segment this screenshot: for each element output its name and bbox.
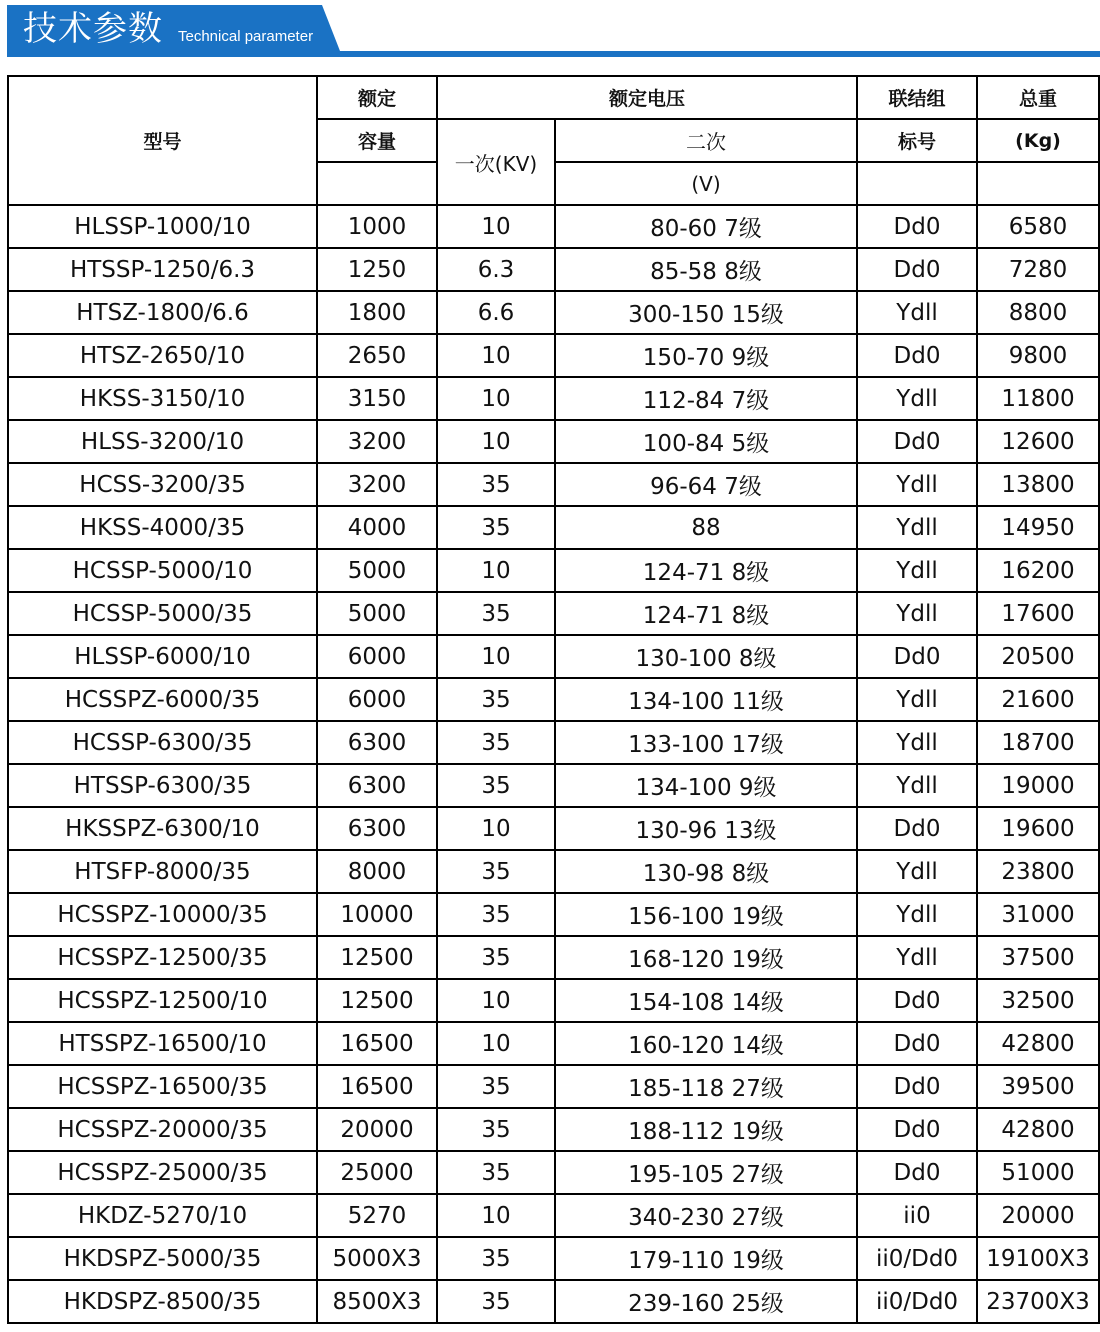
cell-primary-voltage: 10 xyxy=(437,420,555,463)
cell-connection-group: Ydll xyxy=(857,764,977,807)
cell-total-weight: 8800 xyxy=(977,291,1099,334)
cell-model: HTSFP-8000/35 xyxy=(8,850,317,893)
table-row xyxy=(8,850,1099,893)
cell-model: HTSSPZ-16500/10 xyxy=(8,1022,317,1065)
table-row xyxy=(8,936,1099,979)
cell-secondary-voltage: 179-110 19级 xyxy=(555,1237,857,1280)
cell-secondary-voltage: 134-100 9级 xyxy=(555,764,857,807)
cell-primary-voltage: 6.6 xyxy=(437,291,555,334)
cell-model: HKSSPZ-6300/10 xyxy=(8,807,317,850)
cell-capacity: 16500 xyxy=(317,1065,437,1108)
cell-total-weight: 6580 xyxy=(977,205,1099,248)
cell-primary-voltage: 35 xyxy=(437,764,555,807)
table-row xyxy=(8,764,1099,807)
cell-primary-voltage: 35 xyxy=(437,850,555,893)
cell-total-weight: 19000 xyxy=(977,764,1099,807)
cell-primary-voltage: 35 xyxy=(437,506,555,549)
cell-secondary-voltage: 100-84 5级 xyxy=(555,420,857,463)
cell-capacity: 6000 xyxy=(317,678,437,721)
cell-capacity: 3200 xyxy=(317,463,437,506)
table-row xyxy=(8,1151,1099,1194)
cell-primary-voltage: 35 xyxy=(437,1065,555,1108)
section-title: 技术参数 xyxy=(23,9,163,49)
cell-secondary-voltage: 340-230 27级 xyxy=(555,1194,857,1237)
cell-total-weight: 31000 xyxy=(977,893,1099,936)
header-total-weight-line1: 总重 xyxy=(977,76,1099,119)
table-row xyxy=(8,807,1099,850)
cell-total-weight: 19600 xyxy=(977,807,1099,850)
cell-capacity: 1800 xyxy=(317,291,437,334)
cell-secondary-voltage: 88 xyxy=(555,506,857,549)
header-rated-capacity-line2: 容量 xyxy=(317,119,437,162)
cell-model: HLSSP-6000/10 xyxy=(8,635,317,678)
cell-model: HCSSPZ-10000/35 xyxy=(8,893,317,936)
cell-model: HTSSP-1250/6.3 xyxy=(8,248,317,291)
cell-connection-group: Ydll xyxy=(857,377,977,420)
table-row xyxy=(8,1065,1099,1108)
banner-underline xyxy=(7,51,1100,57)
cell-secondary-voltage: 130-100 8级 xyxy=(555,635,857,678)
cell-secondary-voltage: 134-100 11级 xyxy=(555,678,857,721)
cell-connection-group: Dd0 xyxy=(857,1151,977,1194)
cell-primary-voltage: 35 xyxy=(437,1280,555,1323)
cell-connection-group: Ydll xyxy=(857,678,977,721)
cell-total-weight: 20500 xyxy=(977,635,1099,678)
cell-secondary-voltage: 80-60 7级 xyxy=(555,205,857,248)
cell-model: HCSS-3200/35 xyxy=(8,463,317,506)
cell-connection-group: Ydll xyxy=(857,893,977,936)
cell-capacity: 4000 xyxy=(317,506,437,549)
cell-model: HCSSPZ-6000/35 xyxy=(8,678,317,721)
cell-connection-group: Ydll xyxy=(857,291,977,334)
cell-capacity: 5000 xyxy=(317,592,437,635)
cell-secondary-voltage: 124-71 8级 xyxy=(555,549,857,592)
cell-capacity: 8500X3 xyxy=(317,1280,437,1323)
cell-secondary-voltage: 185-118 27级 xyxy=(555,1065,857,1108)
cell-primary-voltage: 35 xyxy=(437,1108,555,1151)
cell-total-weight: 16200 xyxy=(977,549,1099,592)
table-row xyxy=(8,205,1099,248)
section-subtitle: Technical parameter xyxy=(178,28,314,45)
cell-primary-voltage: 10 xyxy=(437,334,555,377)
header-empty-cell xyxy=(317,162,437,205)
cell-total-weight: 39500 xyxy=(977,1065,1099,1108)
cell-secondary-voltage: 85-58 8级 xyxy=(555,248,857,291)
cell-capacity: 6300 xyxy=(317,721,437,764)
cell-model: HTSSP-6300/35 xyxy=(8,764,317,807)
cell-primary-voltage: 10 xyxy=(437,807,555,850)
table-body xyxy=(8,205,1099,1323)
table-row xyxy=(8,549,1099,592)
cell-connection-group: Ydll xyxy=(857,850,977,893)
table-row xyxy=(8,979,1099,1022)
cell-connection-group: Dd0 xyxy=(857,1022,977,1065)
cell-model: HCSSPZ-12500/35 xyxy=(8,936,317,979)
cell-model: HKSS-3150/10 xyxy=(8,377,317,420)
cell-connection-group: Dd0 xyxy=(857,635,977,678)
cell-primary-voltage: 10 xyxy=(437,205,555,248)
cell-primary-voltage: 35 xyxy=(437,893,555,936)
cell-secondary-voltage: 96-64 7级 xyxy=(555,463,857,506)
cell-model: HLSS-3200/10 xyxy=(8,420,317,463)
cell-capacity: 10000 xyxy=(317,893,437,936)
cell-connection-group: Ydll xyxy=(857,463,977,506)
cell-connection-group: Ydll xyxy=(857,549,977,592)
cell-secondary-voltage: 160-120 14级 xyxy=(555,1022,857,1065)
cell-primary-voltage: 35 xyxy=(437,936,555,979)
cell-capacity: 2650 xyxy=(317,334,437,377)
cell-connection-group: Dd0 xyxy=(857,1108,977,1151)
cell-secondary-voltage: 112-84 7级 xyxy=(555,377,857,420)
cell-secondary-voltage: 195-105 27级 xyxy=(555,1151,857,1194)
cell-capacity: 25000 xyxy=(317,1151,437,1194)
cell-primary-voltage: 35 xyxy=(437,678,555,721)
cell-total-weight: 42800 xyxy=(977,1022,1099,1065)
cell-connection-group: Ydll xyxy=(857,506,977,549)
cell-capacity: 5000X3 xyxy=(317,1237,437,1280)
table-row xyxy=(8,592,1099,635)
cell-capacity: 6300 xyxy=(317,807,437,850)
cell-model: HCSSP-6300/35 xyxy=(8,721,317,764)
cell-connection-group: ii0 xyxy=(857,1194,977,1237)
cell-secondary-voltage: 130-98 8级 xyxy=(555,850,857,893)
cell-total-weight: 9800 xyxy=(977,334,1099,377)
cell-capacity: 3150 xyxy=(317,377,437,420)
cell-capacity: 12500 xyxy=(317,979,437,1022)
cell-primary-voltage: 10 xyxy=(437,635,555,678)
cell-total-weight: 32500 xyxy=(977,979,1099,1022)
cell-primary-voltage: 10 xyxy=(437,377,555,420)
cell-total-weight: 51000 xyxy=(977,1151,1099,1194)
table-row xyxy=(8,463,1099,506)
cell-total-weight: 23800 xyxy=(977,850,1099,893)
header-connection-group-line1: 联结组 xyxy=(857,76,977,119)
cell-connection-group: Dd0 xyxy=(857,205,977,248)
header-rated-voltage: 额定电压 xyxy=(437,76,857,119)
cell-total-weight: 13800 xyxy=(977,463,1099,506)
cell-model: HCSSPZ-25000/35 xyxy=(8,1151,317,1194)
table-row xyxy=(8,420,1099,463)
cell-primary-voltage: 35 xyxy=(437,592,555,635)
cell-model: HLSSP-1000/10 xyxy=(8,205,317,248)
cell-capacity: 6000 xyxy=(317,635,437,678)
cell-connection-group: Dd0 xyxy=(857,979,977,1022)
cell-connection-group: Dd0 xyxy=(857,334,977,377)
cell-connection-group: Dd0 xyxy=(857,248,977,291)
header-empty-cell xyxy=(857,162,977,205)
table-row xyxy=(8,635,1099,678)
cell-capacity: 1250 xyxy=(317,248,437,291)
cell-capacity: 3200 xyxy=(317,420,437,463)
cell-primary-voltage: 35 xyxy=(437,1151,555,1194)
cell-model: HKDZ-5270/10 xyxy=(8,1194,317,1237)
header-primary-voltage: 一次(KV) xyxy=(437,119,555,205)
cell-model: HCSSP-5000/35 xyxy=(8,592,317,635)
cell-primary-voltage: 35 xyxy=(437,463,555,506)
header-model: 型号 xyxy=(8,76,317,205)
cell-model: HCSSPZ-12500/10 xyxy=(8,979,317,1022)
cell-connection-group: Ydll xyxy=(857,721,977,764)
cell-model: HKDSPZ-8500/35 xyxy=(8,1280,317,1323)
cell-total-weight: 42800 xyxy=(977,1108,1099,1151)
cell-connection-group: Dd0 xyxy=(857,807,977,850)
cell-primary-voltage: 10 xyxy=(437,1194,555,1237)
cell-model: HCSSPZ-16500/35 xyxy=(8,1065,317,1108)
cell-primary-voltage: 35 xyxy=(437,1237,555,1280)
cell-primary-voltage: 10 xyxy=(437,549,555,592)
cell-secondary-voltage: 150-70 9级 xyxy=(555,334,857,377)
cell-capacity: 16500 xyxy=(317,1022,437,1065)
cell-model: HKDSPZ-5000/35 xyxy=(8,1237,317,1280)
cell-secondary-voltage: 168-120 19级 xyxy=(555,936,857,979)
cell-total-weight: 7280 xyxy=(977,248,1099,291)
cell-total-weight: 23700X3 xyxy=(977,1280,1099,1323)
cell-connection-group: ii0/Dd0 xyxy=(857,1280,977,1323)
cell-total-weight: 19100X3 xyxy=(977,1237,1099,1280)
cell-capacity: 5000 xyxy=(317,549,437,592)
table-row xyxy=(8,721,1099,764)
cell-connection-group: Dd0 xyxy=(857,420,977,463)
cell-secondary-voltage: 188-112 19级 xyxy=(555,1108,857,1151)
technical-parameter-table xyxy=(7,75,1100,1324)
table-row xyxy=(8,377,1099,420)
cell-total-weight: 21600 xyxy=(977,678,1099,721)
cell-secondary-voltage: 133-100 17级 xyxy=(555,721,857,764)
table-row xyxy=(8,1022,1099,1065)
cell-secondary-voltage: 300-150 15级 xyxy=(555,291,857,334)
table-row xyxy=(8,291,1099,334)
cell-model: HTSZ-2650/10 xyxy=(8,334,317,377)
cell-total-weight: 18700 xyxy=(977,721,1099,764)
table-row xyxy=(8,678,1099,721)
cell-total-weight: 12600 xyxy=(977,420,1099,463)
cell-secondary-voltage: 239-160 25级 xyxy=(555,1280,857,1323)
cell-total-weight: 17600 xyxy=(977,592,1099,635)
table-row xyxy=(8,1237,1099,1280)
table-row xyxy=(8,506,1099,549)
cell-capacity: 8000 xyxy=(317,850,437,893)
cell-capacity: 1000 xyxy=(317,205,437,248)
cell-model: HKSS-4000/35 xyxy=(8,506,317,549)
header-row-1 xyxy=(8,76,1099,119)
cell-secondary-voltage: 130-96 13级 xyxy=(555,807,857,850)
cell-capacity: 12500 xyxy=(317,936,437,979)
cell-secondary-voltage: 124-71 8级 xyxy=(555,592,857,635)
cell-model: HTSZ-1800/6.6 xyxy=(8,291,317,334)
cell-total-weight: 11800 xyxy=(977,377,1099,420)
cell-capacity: 5270 xyxy=(317,1194,437,1237)
cell-secondary-voltage: 154-108 14级 xyxy=(555,979,857,1022)
cell-connection-group: ii0/Dd0 xyxy=(857,1237,977,1280)
header-secondary-unit: (V) xyxy=(555,162,857,205)
cell-secondary-voltage: 156-100 19级 xyxy=(555,893,857,936)
table-row xyxy=(8,1280,1099,1323)
header-total-weight-line2: (Kg) xyxy=(977,119,1099,162)
cell-primary-voltage: 35 xyxy=(437,721,555,764)
cell-primary-voltage: 10 xyxy=(437,1022,555,1065)
header-rated-capacity-line1: 额定 xyxy=(317,76,437,119)
cell-primary-voltage: 6.3 xyxy=(437,248,555,291)
cell-primary-voltage: 10 xyxy=(437,979,555,1022)
table-row xyxy=(8,1108,1099,1151)
cell-total-weight: 20000 xyxy=(977,1194,1099,1237)
table-row xyxy=(8,1194,1099,1237)
section-banner xyxy=(7,0,1100,60)
cell-total-weight: 14950 xyxy=(977,506,1099,549)
cell-capacity: 6300 xyxy=(317,764,437,807)
table-row xyxy=(8,248,1099,291)
header-connection-group-line2: 标号 xyxy=(857,119,977,162)
table-header xyxy=(8,76,1099,205)
cell-model: HCSSP-5000/10 xyxy=(8,549,317,592)
cell-total-weight: 37500 xyxy=(977,936,1099,979)
cell-capacity: 20000 xyxy=(317,1108,437,1151)
header-empty-cell xyxy=(977,162,1099,205)
header-secondary-voltage: 二次 xyxy=(555,119,857,162)
cell-connection-group: Ydll xyxy=(857,936,977,979)
cell-model: HCSSPZ-20000/35 xyxy=(8,1108,317,1151)
table-row xyxy=(8,334,1099,377)
cell-connection-group: Dd0 xyxy=(857,1065,977,1108)
cell-connection-group: Ydll xyxy=(857,592,977,635)
table-row xyxy=(8,893,1099,936)
